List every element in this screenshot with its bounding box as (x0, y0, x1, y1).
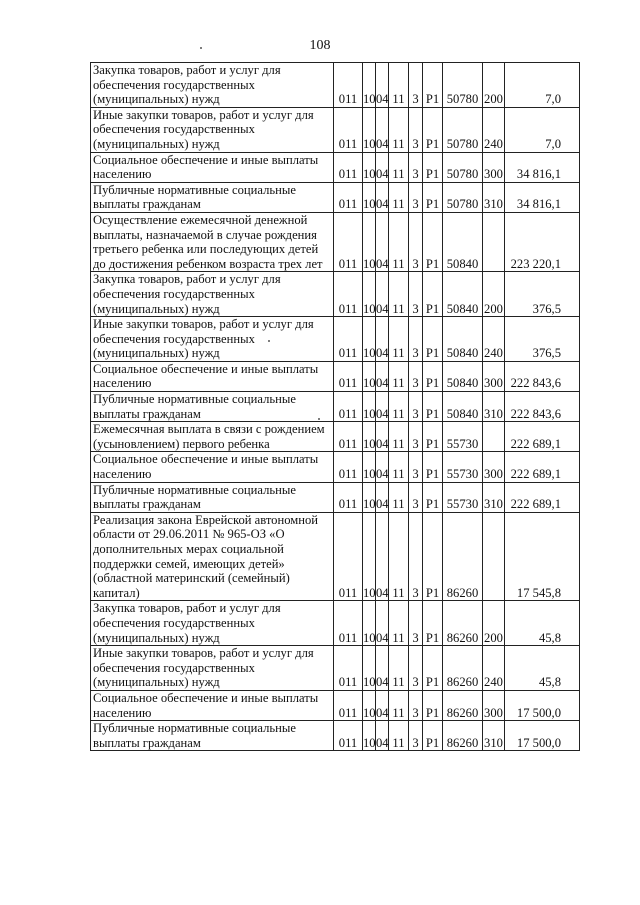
row-name: Иные закупки товаров, работ и услуг для обеспечения государственных (муниципальных) нужд (91, 107, 334, 152)
row-name: Публичные нормативные социальные выплаты гражданам (91, 182, 334, 212)
row-name: Иные закупки товаров, работ и услуг для обеспечения государственных (муниципальных) нужд (91, 646, 334, 691)
row-expense-code: 50840 (443, 392, 483, 422)
table-row (91, 452, 580, 482)
row-expense-type: 200 (483, 272, 505, 317)
row-name: Социальное обеспечение и иные выплаты населению (91, 690, 334, 720)
row-expense-code: 50840 (443, 317, 483, 362)
row-subprogram-code: 3 (409, 361, 423, 391)
row-amount: 17 545,8 (505, 512, 580, 601)
row-ministry-code: 011 (334, 212, 363, 271)
row-name: Публичные нормативные социальные выплаты гражданам (91, 721, 334, 751)
row-ministry-code: 011 (334, 482, 363, 512)
row-ministry-code: 011 (334, 361, 363, 391)
row-section-code: 10 (363, 452, 376, 482)
row-amount: 45,8 (505, 646, 580, 691)
row-expense-code: 50780 (443, 182, 483, 212)
table-row (91, 107, 580, 152)
row-subsection-code: 04 (376, 392, 389, 422)
row-expense-code: 86260 (443, 690, 483, 720)
row-amount: 222 843,6 (505, 361, 580, 391)
scan-speck (200, 47, 202, 49)
row-section-code: 10 (363, 721, 376, 751)
row-amount: 34 816,1 (505, 152, 580, 182)
row-subprogram-code: 3 (409, 63, 423, 108)
row-project-code: P1 (423, 482, 443, 512)
row-project-code: P1 (423, 392, 443, 422)
table-row (91, 317, 580, 362)
table-row (91, 272, 580, 317)
row-subprogram-code: 3 (409, 107, 423, 152)
scan-speck (268, 340, 270, 342)
row-expense-code: 55730 (443, 482, 483, 512)
row-expense-type: 240 (483, 107, 505, 152)
row-program-code: 11 (389, 317, 409, 362)
row-subprogram-code: 3 (409, 721, 423, 751)
row-ministry-code: 011 (334, 690, 363, 720)
row-name: Публичные нормативные социальные выплаты гражданам (91, 392, 334, 422)
row-amount: 222 689,1 (505, 452, 580, 482)
row-section-code: 10 (363, 212, 376, 271)
row-ministry-code: 011 (334, 512, 363, 601)
row-subsection-code: 04 (376, 182, 389, 212)
row-subsection-code: 04 (376, 482, 389, 512)
row-section-code: 10 (363, 317, 376, 362)
row-subsection-code: 04 (376, 512, 389, 601)
row-expense-type: 200 (483, 63, 505, 108)
row-expense-type (483, 212, 505, 271)
row-program-code: 11 (389, 721, 409, 751)
row-project-code: P1 (423, 152, 443, 182)
row-section-code: 10 (363, 361, 376, 391)
row-amount: 17 500,0 (505, 690, 580, 720)
page-number: 108 (309, 38, 331, 53)
row-section-code: 10 (363, 152, 376, 182)
row-section-code: 10 (363, 646, 376, 691)
row-ministry-code: 011 (334, 317, 363, 362)
row-amount: 17 500,0 (505, 721, 580, 751)
row-subsection-code: 04 (376, 646, 389, 691)
row-name: Реализация закона Еврейской автономной области от 29.06.2011 № 965-ОЗ «О дополнительных мерах социальной поддержки семей, имеющих детей» (областной материнский (семейный) капитал) (91, 512, 334, 601)
row-ministry-code: 011 (334, 721, 363, 751)
table-row (91, 422, 580, 452)
row-program-code: 11 (389, 601, 409, 646)
table-row (91, 690, 580, 720)
row-subsection-code: 04 (376, 452, 389, 482)
row-expense-type: 200 (483, 601, 505, 646)
row-project-code: P1 (423, 212, 443, 271)
row-expense-code: 86260 (443, 721, 483, 751)
row-program-code: 11 (389, 512, 409, 601)
row-amount: 34 816,1 (505, 182, 580, 212)
row-expense-code: 55730 (443, 452, 483, 482)
row-section-code: 10 (363, 107, 376, 152)
row-section-code: 10 (363, 422, 376, 452)
row-subsection-code: 04 (376, 317, 389, 362)
row-program-code: 11 (389, 361, 409, 391)
row-expense-type: 300 (483, 452, 505, 482)
row-amount: 222 689,1 (505, 422, 580, 452)
table-row (91, 601, 580, 646)
row-program-code: 11 (389, 212, 409, 271)
row-subsection-code: 04 (376, 721, 389, 751)
row-project-code: P1 (423, 361, 443, 391)
row-amount: 7,0 (505, 63, 580, 108)
row-program-code: 11 (389, 107, 409, 152)
row-subsection-code: 04 (376, 212, 389, 271)
row-name: Осуществление ежемесячной денежной выплаты, назначаемой в случае рождения третьего ребенка или последующих детей до достижения ребенком возраста трех лет (91, 212, 334, 271)
row-expense-type: 310 (483, 482, 505, 512)
row-program-code: 11 (389, 422, 409, 452)
row-subsection-code: 04 (376, 422, 389, 452)
row-project-code: P1 (423, 601, 443, 646)
row-ministry-code: 011 (334, 107, 363, 152)
row-expense-code: 50780 (443, 107, 483, 152)
row-project-code: P1 (423, 317, 443, 362)
row-subprogram-code: 3 (409, 392, 423, 422)
row-program-code: 11 (389, 646, 409, 691)
table-row (91, 152, 580, 182)
table-row (91, 721, 580, 751)
row-name: Закупка товаров, работ и услуг для обеспечения государственных (муниципальных) нужд (91, 601, 334, 646)
row-amount: 376,5 (505, 272, 580, 317)
row-name: Публичные нормативные социальные выплаты гражданам (91, 482, 334, 512)
row-subsection-code: 04 (376, 361, 389, 391)
row-section-code: 10 (363, 512, 376, 601)
row-expense-type (483, 512, 505, 601)
row-project-code: P1 (423, 422, 443, 452)
row-project-code: P1 (423, 646, 443, 691)
row-amount: 222 843,6 (505, 392, 580, 422)
row-program-code: 11 (389, 392, 409, 422)
row-expense-type: 310 (483, 392, 505, 422)
row-program-code: 11 (389, 182, 409, 212)
row-name: Иные закупки товаров, работ и услуг для обеспечения государственных (муниципальных) нужд (91, 317, 334, 362)
row-subprogram-code: 3 (409, 212, 423, 271)
row-ministry-code: 011 (334, 182, 363, 212)
row-amount: 223 220,1 (505, 212, 580, 271)
row-project-code: P1 (423, 272, 443, 317)
row-program-code: 11 (389, 690, 409, 720)
budget-table (90, 62, 580, 751)
row-project-code: P1 (423, 721, 443, 751)
row-subprogram-code: 3 (409, 601, 423, 646)
table-row (91, 63, 580, 108)
row-ministry-code: 011 (334, 601, 363, 646)
row-project-code: P1 (423, 63, 443, 108)
row-program-code: 11 (389, 152, 409, 182)
row-amount: 7,0 (505, 107, 580, 152)
row-subprogram-code: 3 (409, 182, 423, 212)
row-section-code: 10 (363, 272, 376, 317)
row-section-code: 10 (363, 392, 376, 422)
budget-table-body (91, 63, 580, 751)
row-subprogram-code: 3 (409, 422, 423, 452)
table-row (91, 482, 580, 512)
row-project-code: P1 (423, 512, 443, 601)
table-row (91, 392, 580, 422)
row-amount: 222 689,1 (505, 482, 580, 512)
row-project-code: P1 (423, 182, 443, 212)
row-project-code: P1 (423, 452, 443, 482)
row-program-code: 11 (389, 63, 409, 108)
row-subsection-code: 04 (376, 272, 389, 317)
row-expense-code: 50780 (443, 63, 483, 108)
row-expense-code: 86260 (443, 512, 483, 601)
row-expense-code: 86260 (443, 601, 483, 646)
row-expense-type: 240 (483, 317, 505, 362)
row-expense-code: 55730 (443, 422, 483, 452)
row-expense-type: 300 (483, 690, 505, 720)
row-subprogram-code: 3 (409, 690, 423, 720)
row-expense-type: 240 (483, 646, 505, 691)
row-expense-code: 50840 (443, 361, 483, 391)
row-name: Социальное обеспечение и иные выплаты населению (91, 361, 334, 391)
row-expense-code: 50840 (443, 212, 483, 271)
row-program-code: 11 (389, 482, 409, 512)
row-amount: 45,8 (505, 601, 580, 646)
row-expense-type: 310 (483, 721, 505, 751)
row-subprogram-code: 3 (409, 482, 423, 512)
row-program-code: 11 (389, 452, 409, 482)
table-row (91, 646, 580, 691)
row-section-code: 10 (363, 182, 376, 212)
row-subprogram-code: 3 (409, 646, 423, 691)
row-name: Закупка товаров, работ и услуг для обеспечения государственных (муниципальных) нужд (91, 272, 334, 317)
row-expense-code: 50840 (443, 272, 483, 317)
table-row (91, 212, 580, 271)
row-name: Социальное обеспечение и иные выплаты населению (91, 452, 334, 482)
row-subsection-code: 04 (376, 152, 389, 182)
row-expense-type: 300 (483, 361, 505, 391)
row-subprogram-code: 3 (409, 317, 423, 362)
row-expense-type: 310 (483, 182, 505, 212)
row-expense-code: 86260 (443, 646, 483, 691)
row-expense-type (483, 422, 505, 452)
row-section-code: 10 (363, 690, 376, 720)
table-row (91, 361, 580, 391)
scan-speck (318, 418, 320, 420)
row-ministry-code: 011 (334, 452, 363, 482)
table-row (91, 182, 580, 212)
row-ministry-code: 011 (334, 152, 363, 182)
row-subsection-code: 04 (376, 601, 389, 646)
row-amount: 376,5 (505, 317, 580, 362)
table-row (91, 512, 580, 601)
row-subprogram-code: 3 (409, 152, 423, 182)
row-program-code: 11 (389, 272, 409, 317)
row-ministry-code: 011 (334, 272, 363, 317)
row-ministry-code: 011 (334, 392, 363, 422)
row-project-code: P1 (423, 107, 443, 152)
row-subsection-code: 04 (376, 63, 389, 108)
row-ministry-code: 011 (334, 422, 363, 452)
row-project-code: P1 (423, 690, 443, 720)
row-expense-type: 300 (483, 152, 505, 182)
row-expense-code: 50780 (443, 152, 483, 182)
row-subsection-code: 04 (376, 690, 389, 720)
row-subprogram-code: 3 (409, 452, 423, 482)
row-subprogram-code: 3 (409, 512, 423, 601)
row-section-code: 10 (363, 601, 376, 646)
row-section-code: 10 (363, 63, 376, 108)
row-ministry-code: 011 (334, 63, 363, 108)
row-section-code: 10 (363, 482, 376, 512)
row-ministry-code: 011 (334, 646, 363, 691)
row-name: Закупка товаров, работ и услуг для обеспечения государственных (муниципальных) нужд (91, 63, 334, 108)
row-subprogram-code: 3 (409, 272, 423, 317)
row-subsection-code: 04 (376, 107, 389, 152)
row-name: Ежемесячная выплата в связи с рождением (усыновлением) первого ребенка (91, 422, 334, 452)
row-name: Социальное обеспечение и иные выплаты населению (91, 152, 334, 182)
